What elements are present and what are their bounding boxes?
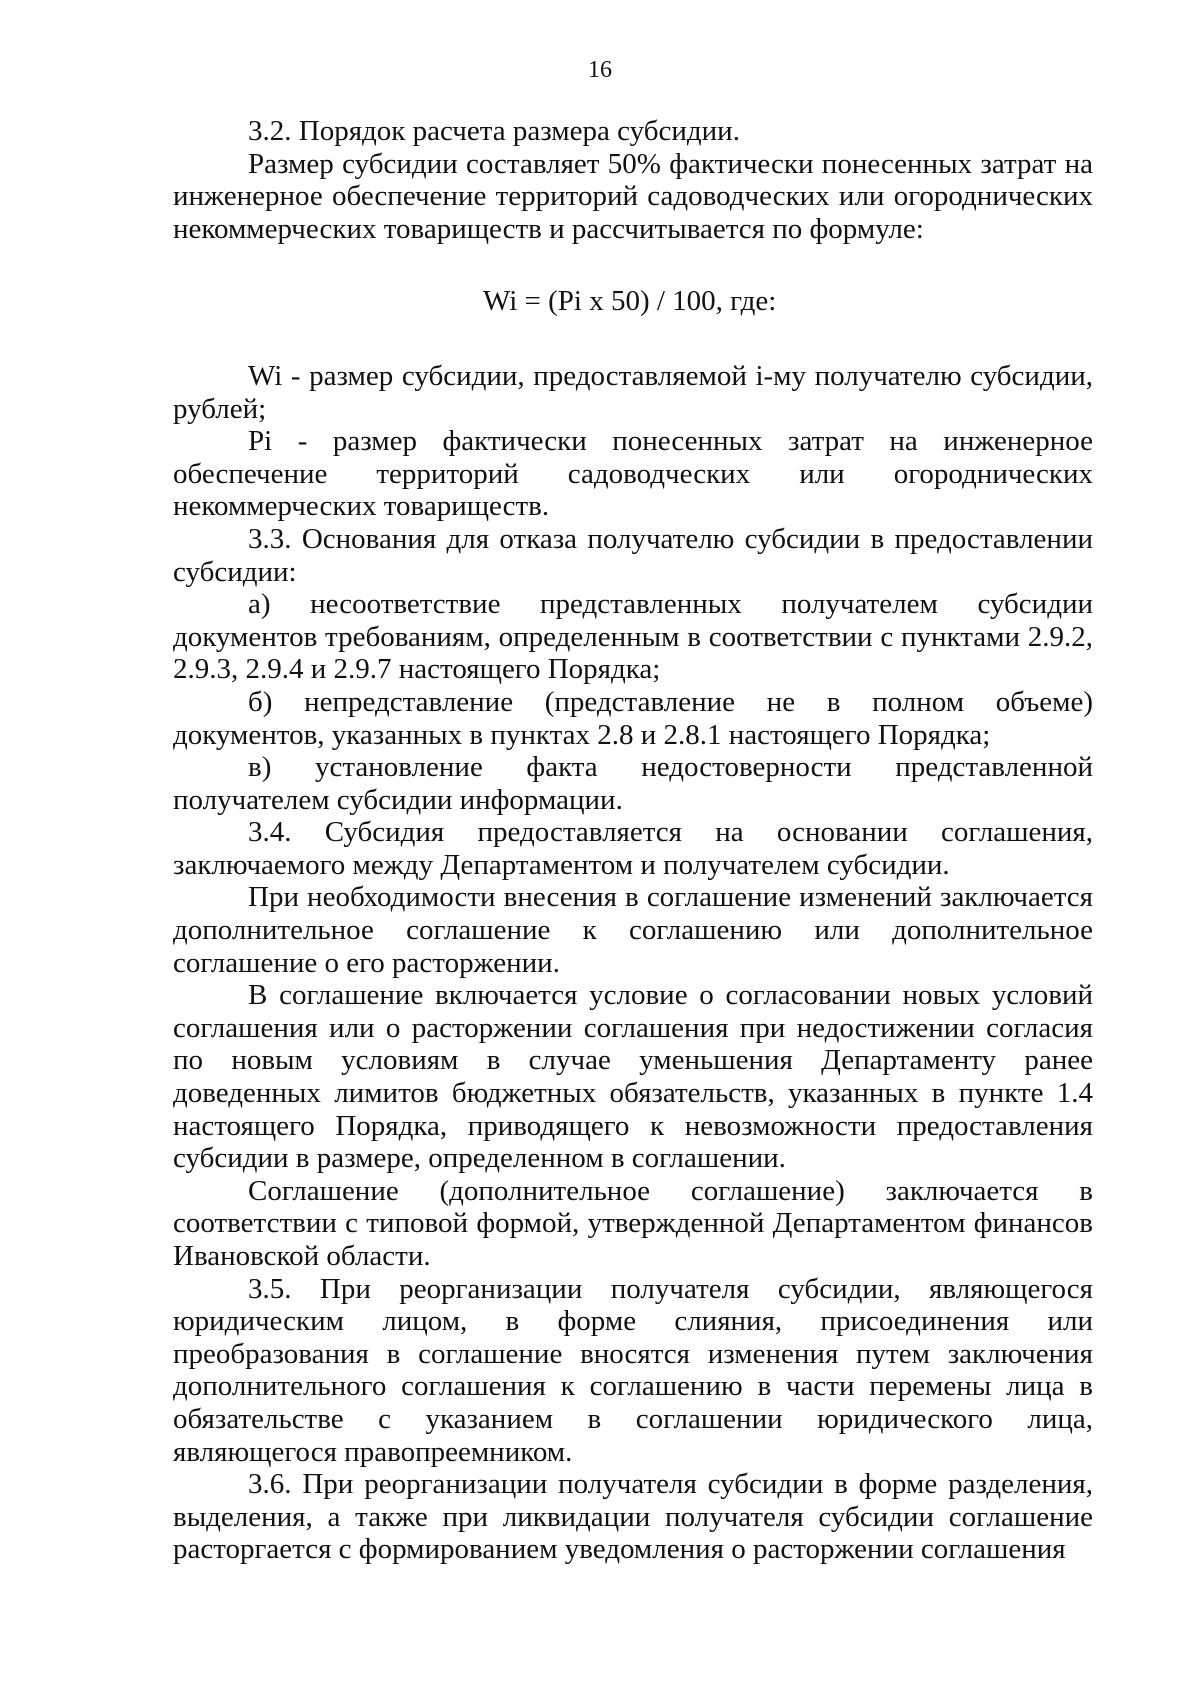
paragraph-subsidy-size: Размер субсидии составляет 50% фактически понесенных затрат на инженерное обеспечение территорий садоводческих или огороднических некоммерческих товариществ и рассчитывается по формуле: — [173, 147, 1093, 245]
paragraph-pi-definition: Pi - размер фактически понесенных затрат на инженерное обеспечение территорий садоводческих или огороднических некоммерческих товариществ. — [173, 425, 1093, 523]
paragraph-agreement-conditions: В соглашение включается условие о согласовании новых условий соглашения или о расторжении соглашения при недостижении согласия по новым условиям в случае уменьшения Департаменту ранее доведенных лимитов бюджетных обязательств, указанных в пункте 1.4 настоящего Порядка, приводящего к невозможности предоставления субсидии в размере, определенном в соглашении. — [173, 979, 1093, 1175]
paragraph-standard-form: Соглашение (дополнительное соглашение) заключается в соответствии с типовой формой, утвержденной Департаментом финансов Ивановской области. — [173, 1174, 1093, 1272]
section-heading-3-3: 3.3. Основания для отказа получателю субсидии в предоставлении субсидии: — [173, 522, 1093, 588]
page-number: 16 — [588, 57, 612, 83]
list-item-v: в) установление факта недостоверности представленной получателем субсидии информации. — [173, 751, 1093, 816]
list-item-a: а) несоответствие представленных получателем субсидии документов требованиям, определенным в соответствии с пунктами 2.9.2, 2.9.3, 2.9.4 и 2.9.7 настоящего Порядка; — [173, 588, 1093, 686]
section-3-6: 3.6. При реорганизации получателя субсидии в форме разделения, выделения, а также при ликвидации получателя субсидии соглашение расторгается с формированием уведомления о расторжении соглашения — [173, 1468, 1093, 1566]
list-item-b: б) непредставление (представление не в полном объеме) документов, указанных в пунктах 2.8 и 2.8.1 настоящего Порядка; — [173, 685, 1093, 751]
paragraph-additional-agreement: При необходимости внесения в соглашение изменений заключается дополнительное соглашение к соглашению или дополнительное соглашение о его расторжении. — [173, 881, 1093, 979]
document-body — [173, 115, 1093, 1566]
paragraph-wi-definition: Wi - размер субсидии, предоставляемой i-му получателю субсидии, рублей; — [173, 359, 1093, 425]
section-heading-3-2: 3.2. Порядок расчета размера субсидии. — [248, 115, 740, 147]
formula: Wi = (Pi x 50) / 100, где: — [483, 285, 777, 318]
section-3-4: 3.4. Субсидия предоставляется на основании соглашения, заключаемого между Департаментом и получателем субсидии. — [173, 816, 1093, 881]
section-3-5: 3.5. При реорганизации получателя субсидии, являющегося юридическим лицом, в форме слияния, присоединения или преобразования в соглашение вносятся изменения путем заключения дополнительного соглашения к соглашению в части перемены лица в обязательстве с указанием в соглашении юридического лица, являющегося правопреемником. — [173, 1272, 1093, 1468]
